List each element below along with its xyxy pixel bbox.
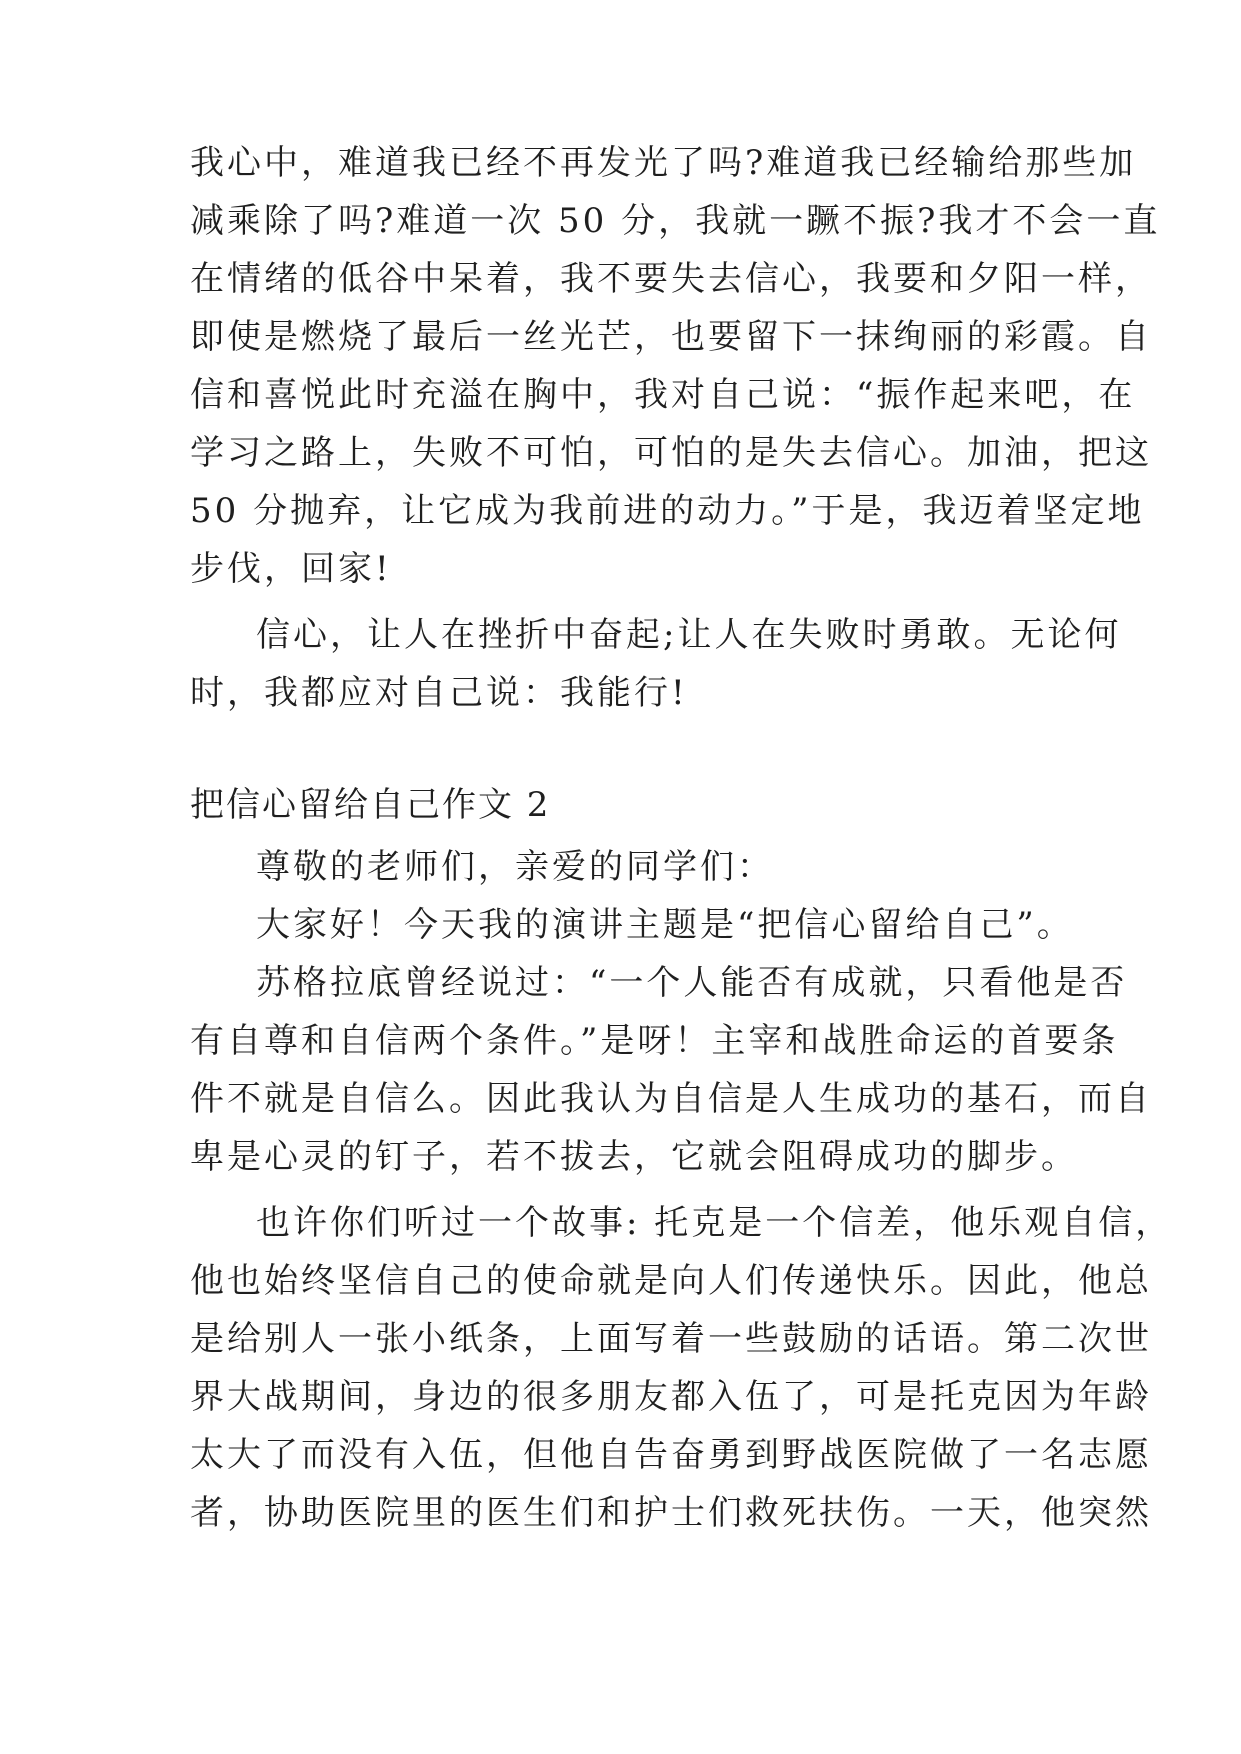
paragraph-line: 有自尊和自信两个条件。”是呀！主宰和战胜命运的首要条 bbox=[190, 1021, 1119, 1061]
paragraph-line: 信和喜悦此时充溢在胸中，我对自己说：“振作起来吧，在 bbox=[190, 375, 1136, 415]
paragraph-line: 尊敬的老师们，亲爱的同学们： bbox=[256, 847, 774, 887]
paragraph-line: 大家好！今天我的演讲主题是“把信心留给自己”。 bbox=[256, 905, 1074, 945]
paragraph-line: 我心中，难道我已经不再发光了吗?难道我已经输给那些加 bbox=[190, 143, 1137, 183]
paragraph-line: 是给别人一张小纸条，上面写着一些鼓励的话语。第二次世 bbox=[190, 1319, 1152, 1359]
paragraph-line: 也许你们听过一个故事: 托克是一个信差，他乐观自信， bbox=[256, 1203, 1173, 1243]
paragraph-line: 件不就是自信么。因此我认为自信是人生成功的基石，而自 bbox=[190, 1079, 1152, 1119]
paragraph-line: 即使是燃烧了最后一丝光芒，也要留下一抹绚丽的彩霞。自 bbox=[190, 317, 1152, 357]
paragraph-line: 在情绪的低谷中呆着，我不要失去信心，我要和夕阳一样， bbox=[190, 259, 1152, 299]
essay-heading: 把信心留给自己作文 2 bbox=[190, 785, 551, 825]
paragraph-line: 50 分抛弃，让它成为我前进的动力。”于是，我迈着坚定地 bbox=[190, 491, 1145, 531]
paragraph-line: 时，我都应对自己说：我能行! bbox=[190, 673, 688, 713]
paragraph-line: 他也始终坚信自己的使命就是向人们传递快乐。因此，他总 bbox=[190, 1261, 1152, 1301]
paragraph-line: 卑是心灵的钉子，若不拔去，它就会阻碍成功的脚步。 bbox=[190, 1137, 1078, 1177]
paragraph-line: 苏格拉底曾经说过：“一个人能否有成就，只看他是否 bbox=[256, 963, 1128, 1003]
paragraph-line: 太大了而没有入伍，但他自告奋勇到野战医院做了一名志愿 bbox=[190, 1435, 1152, 1475]
paragraph-line: 界大战期间，身边的很多朋友都入伍了，可是托克因为年龄 bbox=[190, 1377, 1152, 1417]
paragraph-line: 步伐，回家! bbox=[190, 549, 392, 589]
paragraph-line: 学习之路上，失败不可怕，可怕的是失去信心。加油，把这 bbox=[190, 433, 1152, 473]
paragraph-line: 减乘除了吗?难道一次 50 分，我就一蹶不振?我才不会一直 bbox=[190, 201, 1161, 241]
paragraph-line: 信心，让人在挫折中奋起;让人在失败时勇敢。无论何 bbox=[256, 615, 1122, 655]
paragraph-line: 者，协助医院里的医生们和护士们救死扶伤。一天，他突然 bbox=[190, 1493, 1152, 1533]
